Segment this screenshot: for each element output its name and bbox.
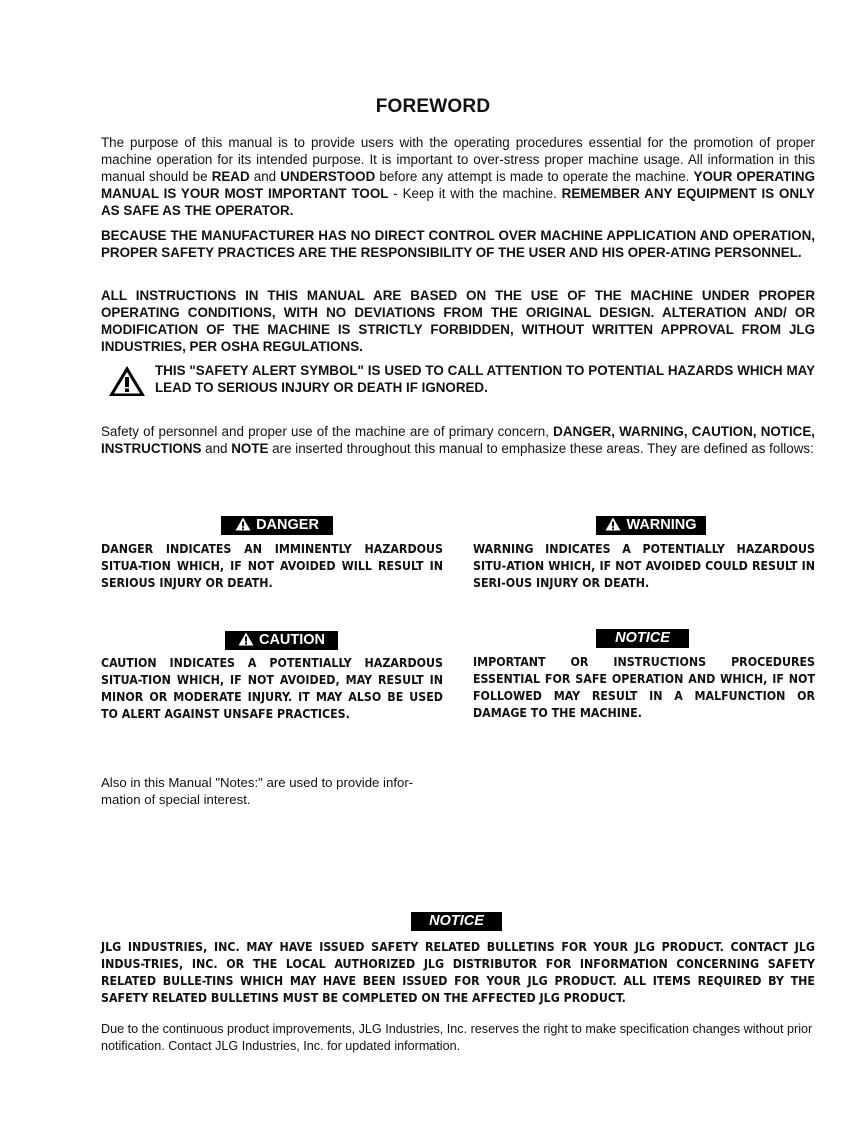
bottom-notice-badge	[411, 912, 502, 931]
danger-label: DANGER	[256, 517, 319, 533]
caution-label: CAUTION	[258, 632, 326, 648]
page-title: FOREWORD	[375, 96, 491, 117]
caution-text: CAUTION INDICATES A POTENTIALLY HAZARDOUS SITUA-TION WHICH, IF NOT AVOIDED, MAY RESULT IN MINOR OR MODERATE INJURY. IT MAY ALSO BE USED TO ALERT AGAINST UNSAFE PRACTICES.	[101, 656, 443, 721]
warning-triangle-icon	[238, 632, 254, 646]
safety-alert-text: THIS "SAFETY ALERT SYMBOL" IS USED TO CALL ATTENTION TO POTENTIAL HAZARDS WHICH MAY LEAD TO SERIOUS INJURY OR DEATH IF IGNORED.	[155, 363, 815, 395]
notice-label: NOTICE	[615, 630, 670, 646]
notes-text: Also in this Manual "Notes:" are used to provide infor-mation of special interest.	[101, 775, 414, 807]
warning-triangle-icon	[107, 364, 147, 398]
footer-text: Due to the continuous product improvements, JLG Industries, Inc. reserves the right to make specification changes without prior notification. Contact JLG Industries, Inc. for updated information.	[101, 1022, 813, 1053]
caution-badge	[225, 631, 338, 650]
warning-triangle-icon	[235, 517, 251, 531]
instructions-paragraph: ALL INSTRUCTIONS IN THIS MANUAL ARE BASED ON THE USE OF THE MACHINE UNDER PROPER OPERATING CONDITIONS, WITH NO DEVIATIONS FROM THE ORIGINAL DESIGN. ALTERATION AND/ OR MODIFICATION OF THE MACHINE IS STRICTLY FORBIDDEN, WITHOUT WRITTEN APPROVAL FROM JLG INDUSTRIES, PER OSHA REGULATIONS.	[101, 288, 815, 354]
manufacturer-paragraph: BECAUSE THE MANUFACTURER HAS NO DIRECT CONTROL OVER MACHINE APPLICATION AND OPERATION, PROPER SAFETY PRACTICES ARE THE RESPONSIBILITY OF THE USER AND HIS OPER-ATING PERSONNEL.	[101, 228, 815, 260]
warning-triangle-icon	[605, 517, 621, 531]
danger-text: DANGER INDICATES AN IMMINENTLY HAZARDOUS SITUA-TION WHICH, IF NOT AVOIDED WILL RESULT IN SERIOUS INJURY OR DEATH.	[101, 542, 443, 590]
bottom-notice-text: JLG INDUSTRIES, INC. MAY HAVE ISSUED SAFETY RELATED BULLETINS FOR YOUR JLG PRODUCT. CONTACT JLG INDUS-TRIES, INC. OR THE LOCAL AUTHORIZED JLG DISTRIBUTOR FOR INFORMATION CONCERNING SAFETY RELATED BULLE-TINS WHICH MAY HAVE BEEN ISSUED FOR YOUR JLG PRODUCT. ALL ITEMS REQUIRED BY THE SAFETY RELATED BULLETINS MUST BE COMPLETED ON THE AFFECTED JLG PRODUCT.	[101, 940, 815, 1005]
warning-label: WARNING	[626, 517, 697, 533]
safety-paragraph: Safety of personnel and proper use of the machine are of primary concern, DANGER, WARNING, CAUTION, NOTICE, INSTRUCTIONS and NOTE are inserted throughout this manual to emphasize these areas. They are defined as follows:	[101, 424, 815, 456]
notice-badge	[596, 629, 689, 648]
danger-badge	[221, 516, 333, 535]
notice-text: IMPORTANT OR INSTRUCTIONS PROCEDURES ESSENTIAL FOR SAFE OPERATION AND WHICH, IF NOT FOLLOWED MAY RESULT IN A MALFUNCTION OR DAMAGE TO THE MACHINE.	[473, 655, 815, 720]
bottom-notice-label: NOTICE	[429, 913, 484, 929]
intro-paragraph: The purpose of this manual is to provide users with the operating procedures essential for the promotion of proper machine operation for its intended purpose. It is important to over-stress proper machine usage. All information in this manual should be READ and UNDERSTOOD before any attempt is made to operate the machine. YOUR OPERATING MANUAL IS YOUR MOST IMPORTANT TOOL - Keep it with the machine. REMEMBER ANY EQUIPMENT IS ONLY AS SAFE AS THE OPERATOR.	[101, 135, 815, 218]
warning-text: WARNING INDICATES A POTENTIALLY HAZARDOUS SITU-ATION WHICH, IF NOT AVOIDED COULD RESULT IN SERI-OUS INJURY OR DEATH.	[473, 542, 815, 590]
warning-badge	[596, 516, 706, 535]
